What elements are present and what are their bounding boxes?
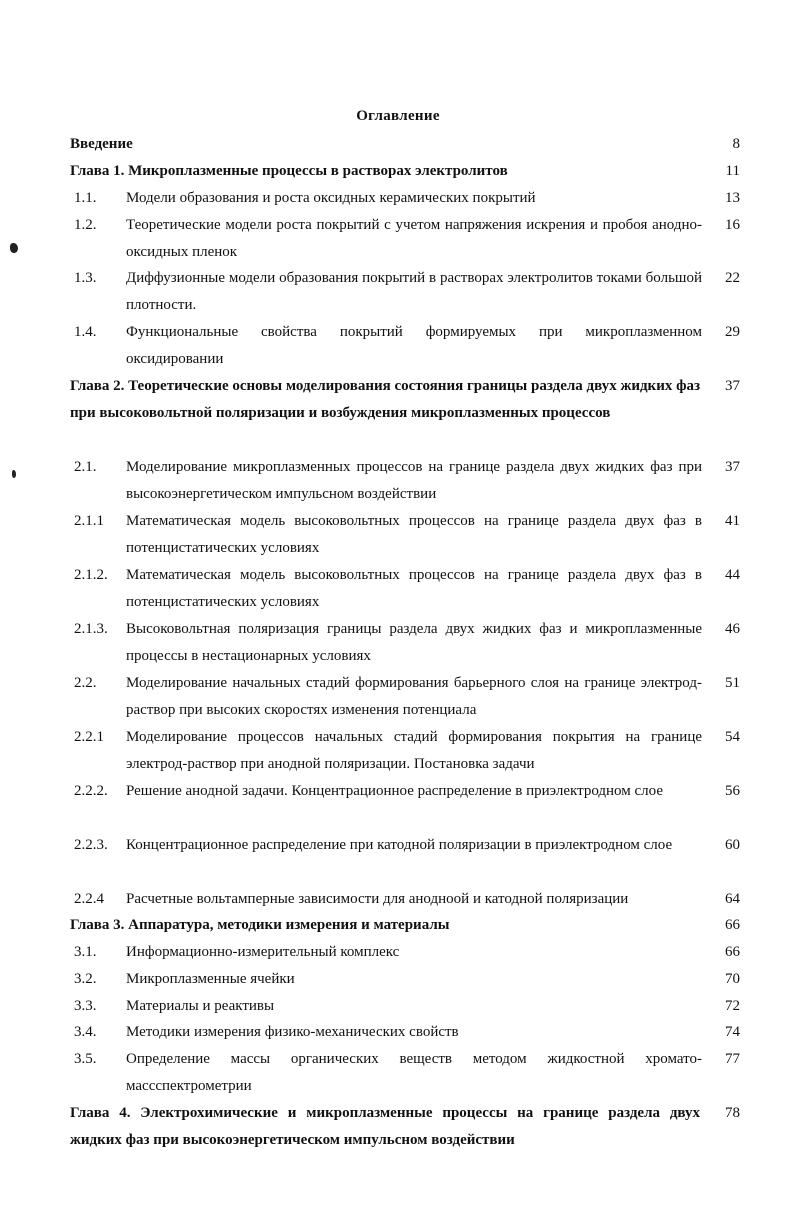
toc-item-text: Информационно-измерительный комплекс <box>126 944 400 960</box>
toc-heading <box>70 912 742 939</box>
toc-page-number: 44 <box>725 567 740 583</box>
toc-item <box>70 939 742 966</box>
toc-page-number: 54 <box>725 729 740 745</box>
toc-page-number: 37 <box>725 378 740 394</box>
toc-page-number: 72 <box>725 998 740 1014</box>
toc-item-text: Решение анодной задачи. Концентрационное распределение в приэлектродном слое <box>126 783 663 799</box>
toc-item-number: 3.1. <box>74 944 97 960</box>
toc-page-number: 16 <box>725 217 740 233</box>
toc-item-text: Моделирование процессов начальных стадий формирования покрытия на границе электрод-раствор при анодной поляризации. Постановка задачи <box>126 729 702 772</box>
toc-item-number: 1.3. <box>74 270 97 286</box>
toc-item <box>70 966 742 993</box>
toc-page-number: 41 <box>725 513 740 529</box>
toc-item <box>70 212 742 266</box>
toc-page-number: 70 <box>725 971 740 987</box>
toc-item-text: Концентрационное распределение при катодной поляризации в приэлектродном слое <box>126 837 673 853</box>
toc-item <box>70 319 742 373</box>
toc-heading <box>70 373 742 427</box>
toc-heading <box>70 1100 742 1154</box>
toc-page-number: 46 <box>725 621 740 637</box>
toc-page-number: 74 <box>725 1024 740 1040</box>
toc-heading <box>70 158 742 185</box>
toc-item-text: Расчетные вольтамперные зависимости для анодноой и катодной поляризации <box>126 891 629 907</box>
toc-item-number: 3.5. <box>74 1051 97 1067</box>
toc-page-number: 8 <box>732 136 740 152</box>
toc-page-number: 29 <box>725 324 740 340</box>
toc-item-number: 3.3. <box>74 998 97 1014</box>
toc-page-number: 56 <box>725 783 740 799</box>
toc-heading-text: Введение <box>70 136 133 152</box>
toc-heading-text: Глава 1. Микроплазменные процессы в растворах электролитов <box>70 163 508 179</box>
toc-item <box>70 454 742 508</box>
toc-heading-text: Глава 3. Аппаратура, методики измерения и материалы <box>70 917 450 933</box>
toc-page-number: 66 <box>725 944 740 960</box>
toc-item-number: 2.1.1 <box>74 513 104 529</box>
toc-item <box>70 832 742 859</box>
toc-item-number: 1.1. <box>74 190 97 206</box>
toc-item-text: Теоретические модели роста покрытий с учетом напряжения искрения и пробоя анодно-оксидных пленок <box>126 217 702 260</box>
toc-item-number: 2.2.1 <box>74 729 104 745</box>
toc-item-text: Материалы и реактивы <box>126 998 275 1014</box>
toc-item-text: Определение массы органических веществ методом жидкостной хромато-массспектрометрии <box>126 1051 702 1094</box>
toc-item-number: 1.4. <box>74 324 97 340</box>
scan-speck <box>10 243 18 253</box>
toc-heading-text: Глава 4. Электрохимические и микроплазменные процессы на границе раздела двух жидких фаз при высокоэнергетическом импульсном воздействии <box>70 1105 700 1148</box>
toc-item <box>70 670 742 724</box>
toc-page-number: 78 <box>725 1105 740 1121</box>
toc-item-text: Моделирование микроплазменных процессов на границе раздела двух жидких фаз при высокоэнергетическом импульсном воздействии <box>126 459 702 502</box>
toc-item <box>70 185 742 212</box>
toc-item-number: 2.2.2. <box>74 783 108 799</box>
toc-page-number: 51 <box>725 675 740 691</box>
toc-item-text: Микроплазменные ячейки <box>126 971 295 987</box>
toc-page-number: 22 <box>725 270 740 286</box>
toc-item-number: 3.2. <box>74 971 97 987</box>
toc-item-number: 2.2. <box>74 675 97 691</box>
toc-page-number: 64 <box>725 891 740 907</box>
toc-page-number: 13 <box>725 190 740 206</box>
toc-item-number: 2.1. <box>74 459 97 475</box>
toc-heading <box>70 131 742 158</box>
toc-page-number: 66 <box>725 917 740 933</box>
toc-item <box>70 616 742 670</box>
toc-item <box>70 724 742 778</box>
toc-item-number: 2.1.3. <box>74 621 108 637</box>
toc-item <box>70 993 742 1020</box>
toc-item <box>70 886 742 913</box>
toc-item-number: 2.2.3. <box>74 837 108 853</box>
toc-page-number: 77 <box>725 1051 740 1067</box>
page-title: Оглавление <box>356 108 440 124</box>
toc-item <box>70 265 742 319</box>
toc-item-number: 2.2.4 <box>74 891 104 907</box>
toc-page-number: 37 <box>725 459 740 475</box>
toc-item-text: Моделирование начальных стадий формирования барьерного слоя на границе электрод-раствор при высоких скоростях изменения потенциала <box>126 675 702 718</box>
toc-item-text: Функциональные свойства покрытий формируемых при микроплазменном оксидировании <box>126 324 702 367</box>
scan-speck <box>12 470 16 478</box>
toc-item-text: Математическая модель высоковольтных процессов на границе раздела двух фаз в потенцистатических условиях <box>126 513 702 556</box>
toc-item <box>70 778 742 805</box>
toc-item <box>70 508 742 562</box>
toc-item-number: 1.2. <box>74 217 97 233</box>
toc-item-text: Высоковольтная поляризация границы раздела двух жидких фаз и микроплазменные процессы в нестационарных условиях <box>126 621 702 664</box>
toc-item-number: 2.1.2. <box>74 567 108 583</box>
toc-page-number: 11 <box>725 163 740 179</box>
toc-item <box>70 1046 742 1100</box>
toc-item <box>70 1019 742 1046</box>
toc-item-text: Методики измерения физико-механических свойств <box>126 1024 459 1040</box>
toc-item-text: Диффузионные модели образования покрытий в растворах электролитов токами большой плотности. <box>126 270 702 313</box>
toc-item-text: Модели образования и роста оксидных керамических покрытий <box>126 190 536 206</box>
toc-item-text: Математическая модель высоковольтных процессов на границе раздела двух фаз в потенцистатических условиях <box>126 567 702 610</box>
toc-item <box>70 562 742 616</box>
toc-item-number: 3.4. <box>74 1024 97 1040</box>
toc-heading-text: Глава 2. Теоретические основы моделирования состояния границы раздела двух жидких фаз при высоковольтной поляризации и возбуждения микроплазменных процессов <box>70 378 700 421</box>
toc-page-number: 60 <box>725 837 740 853</box>
